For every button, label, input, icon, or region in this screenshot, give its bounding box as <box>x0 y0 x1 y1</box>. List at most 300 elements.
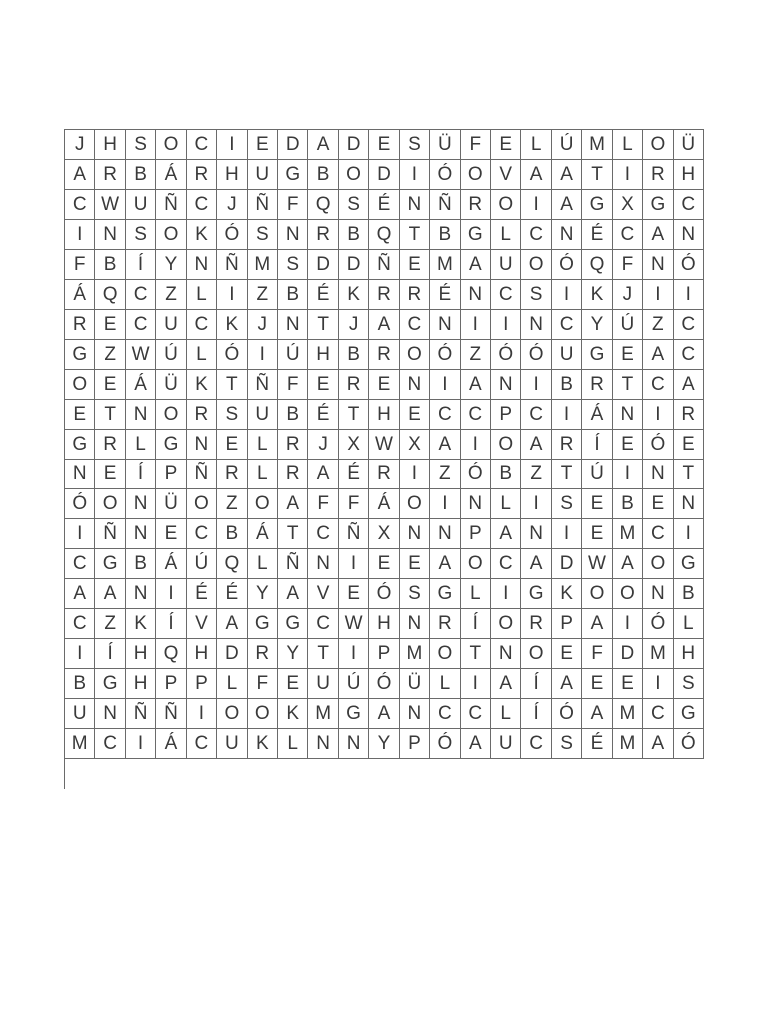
grid-cell: F <box>613 250 643 280</box>
grid-cell: I <box>674 519 704 549</box>
grid-cell: R <box>582 370 612 400</box>
grid-cell: I <box>430 370 460 400</box>
grid-cell: Ñ <box>369 250 399 280</box>
grid-cell: S <box>552 489 582 519</box>
grid-cell: C <box>552 310 582 340</box>
grid-cell: E <box>674 430 704 460</box>
grid-cell: E <box>369 370 399 400</box>
grid-cell: H <box>369 609 399 639</box>
grid-cell: Ó <box>430 729 460 759</box>
grid-cell: A <box>430 430 460 460</box>
grid-cell: N <box>95 220 125 250</box>
grid-cell: U <box>491 729 521 759</box>
grid-cell: Á <box>126 370 156 400</box>
grid-cell: G <box>65 430 95 460</box>
grid-cell: Á <box>248 519 278 549</box>
grid-cell: C <box>65 609 95 639</box>
grid-cell: A <box>521 160 551 190</box>
grid-cell: F <box>65 250 95 280</box>
grid-cell: G <box>582 340 612 370</box>
grid-cell: T <box>339 400 369 430</box>
grid-cell: I <box>643 280 673 310</box>
grid-cell: L <box>248 460 278 490</box>
grid-cell: Y <box>582 310 612 340</box>
grid-cell: Ü <box>156 370 186 400</box>
grid-cell: A <box>674 370 704 400</box>
grid-cell: F <box>248 669 278 699</box>
grid-cell: B <box>339 220 369 250</box>
grid-cell: N <box>643 250 673 280</box>
grid-cell: Ú <box>187 549 217 579</box>
grid-cell: C <box>65 190 95 220</box>
grid-cell: E <box>95 310 125 340</box>
grid-cell: A <box>582 699 612 729</box>
grid-cell: H <box>369 400 399 430</box>
grid-cell: L <box>613 130 643 160</box>
grid-cell: O <box>156 400 186 430</box>
grid-cell: R <box>339 370 369 400</box>
grid-cell: B <box>278 400 308 430</box>
grid-cell: I <box>187 699 217 729</box>
grid-cell: Ó <box>65 489 95 519</box>
grid-cell: T <box>308 639 338 669</box>
grid-cell: P <box>369 639 399 669</box>
grid-cell: I <box>491 579 521 609</box>
grid-cell: É <box>308 280 338 310</box>
grid-cell: I <box>521 370 551 400</box>
grid-cell: G <box>674 699 704 729</box>
grid-cell: Ó <box>674 729 704 759</box>
grid-cell: C <box>491 280 521 310</box>
grid-cell: I <box>552 400 582 430</box>
grid-cell: I <box>126 729 156 759</box>
grid-cell: N <box>674 220 704 250</box>
grid-cell: E <box>308 370 338 400</box>
grid-cell: M <box>65 729 95 759</box>
grid-cell: J <box>248 310 278 340</box>
grid-cell: C <box>65 549 95 579</box>
grid-cell: R <box>278 430 308 460</box>
grid-cell: B <box>126 160 156 190</box>
grid-cell: Ü <box>430 130 460 160</box>
grid-cell: Y <box>278 639 308 669</box>
grid-cell: A <box>430 549 460 579</box>
grid-cell: L <box>248 430 278 460</box>
grid-cell: O <box>156 220 186 250</box>
grid-cell: X <box>339 430 369 460</box>
grid-cell: D <box>339 130 369 160</box>
grid-cell: E <box>369 549 399 579</box>
grid-cell: Í <box>126 250 156 280</box>
grid-cell: G <box>521 579 551 609</box>
grid-cell: F <box>582 639 612 669</box>
grid-cell: C <box>430 699 460 729</box>
grid-cell: Ú <box>582 460 612 490</box>
grid-cell: K <box>187 370 217 400</box>
grid-cell: Í <box>126 460 156 490</box>
grid-cell: X <box>400 430 430 460</box>
grid-cell: Ü <box>156 489 186 519</box>
grid-cell: C <box>400 310 430 340</box>
grid-cell: G <box>461 220 491 250</box>
grid-cell: S <box>126 130 156 160</box>
grid-cell: U <box>156 310 186 340</box>
grid-cell: N <box>187 430 217 460</box>
grid-cell: S <box>674 669 704 699</box>
grid-cell: R <box>674 400 704 430</box>
grid-cell: Ñ <box>156 190 186 220</box>
grid-cell: C <box>187 729 217 759</box>
grid-cell: Ó <box>491 340 521 370</box>
grid-cell: H <box>187 639 217 669</box>
grid-cell: N <box>95 699 125 729</box>
grid-cell: N <box>400 190 430 220</box>
grid-cell: U <box>248 160 278 190</box>
grid-cell: É <box>308 400 338 430</box>
grid-cell: N <box>339 729 369 759</box>
grid-cell: L <box>491 220 521 250</box>
grid-cell: N <box>126 489 156 519</box>
grid-cell: U <box>248 400 278 430</box>
grid-cell: A <box>369 310 399 340</box>
grid-cell: M <box>613 699 643 729</box>
grid-cell: B <box>674 579 704 609</box>
grid-cell: C <box>643 699 673 729</box>
grid-cell: R <box>65 310 95 340</box>
grid-cell: M <box>582 130 612 160</box>
grid-cell: É <box>339 460 369 490</box>
grid-cell: O <box>248 489 278 519</box>
grid-cell: H <box>308 340 338 370</box>
grid-cell: R <box>187 160 217 190</box>
grid-cell: U <box>552 340 582 370</box>
grid-cell: A <box>65 160 95 190</box>
grid-cell: C <box>187 190 217 220</box>
grid-cell: A <box>552 669 582 699</box>
grid-cell: P <box>461 519 491 549</box>
grid-cell: U <box>491 250 521 280</box>
grid-cell: É <box>369 190 399 220</box>
grid-cell: O <box>491 430 521 460</box>
grid-cell: A <box>278 489 308 519</box>
grid-cell: E <box>552 639 582 669</box>
grid-cell: Ó <box>430 340 460 370</box>
grid-cell: I <box>674 280 704 310</box>
grid-cell: S <box>521 280 551 310</box>
grid-cell: E <box>582 489 612 519</box>
grid-cell: Z <box>156 280 186 310</box>
grid-cell: G <box>582 190 612 220</box>
grid-cell: Í <box>461 609 491 639</box>
grid-cell: K <box>248 729 278 759</box>
grid-cell: N <box>400 609 430 639</box>
grid-cell: Á <box>582 400 612 430</box>
grid-cell: I <box>613 460 643 490</box>
grid-cell: Z <box>95 340 125 370</box>
grid-cell: Ñ <box>278 549 308 579</box>
grid-cell: K <box>552 579 582 609</box>
grid-cell: A <box>461 729 491 759</box>
grid-cell: O <box>400 340 430 370</box>
grid-cell: O <box>491 190 521 220</box>
grid-cell: Y <box>369 729 399 759</box>
grid-cell: R <box>217 460 247 490</box>
grid-cell: Ñ <box>248 370 278 400</box>
grid-cell: S <box>126 220 156 250</box>
grid-cell: N <box>521 310 551 340</box>
grid-cell: N <box>643 460 673 490</box>
grid-cell: E <box>400 250 430 280</box>
grid-cell: O <box>217 699 247 729</box>
grid-cell: A <box>521 430 551 460</box>
grid-cell: Y <box>248 579 278 609</box>
grid-cell: V <box>187 609 217 639</box>
grid-cell: G <box>430 579 460 609</box>
grid-cell: M <box>400 639 430 669</box>
grid-cell: E <box>217 430 247 460</box>
grid-cell: J <box>65 130 95 160</box>
grid-cell: B <box>217 519 247 549</box>
grid-cell: C <box>674 310 704 340</box>
grid-cell: C <box>521 400 551 430</box>
grid-cell: O <box>95 489 125 519</box>
grid-cell: A <box>521 549 551 579</box>
grid-cell: O <box>643 130 673 160</box>
grid-cell: I <box>613 160 643 190</box>
grid-cell: T <box>95 400 125 430</box>
grid-cell: M <box>613 729 643 759</box>
grid-cell: H <box>217 160 247 190</box>
grid-cell: Ü <box>400 669 430 699</box>
grid-cell: Ó <box>521 340 551 370</box>
grid-cell: T <box>613 370 643 400</box>
grid-cell: O <box>400 489 430 519</box>
grid-cell: I <box>400 460 430 490</box>
grid-cell: R <box>95 160 125 190</box>
grid-cell: C <box>674 340 704 370</box>
grid-cell: L <box>278 729 308 759</box>
grid-cell: N <box>491 639 521 669</box>
grid-cell: Ó <box>643 430 673 460</box>
grid-cell: B <box>552 370 582 400</box>
grid-cell: G <box>95 669 125 699</box>
grid-cell: N <box>613 400 643 430</box>
grid-cell: C <box>126 310 156 340</box>
grid-cell: J <box>308 430 338 460</box>
grid-cell: W <box>95 190 125 220</box>
grid-cell: E <box>339 579 369 609</box>
grid-cell: H <box>126 639 156 669</box>
grid-cell: E <box>95 460 125 490</box>
grid-cell: C <box>521 729 551 759</box>
grid-cell: Q <box>369 220 399 250</box>
grid-cell: V <box>308 579 338 609</box>
grid-cell: J <box>217 190 247 220</box>
grid-cell: N <box>461 489 491 519</box>
grid-cell: R <box>187 400 217 430</box>
grid-cell: Ú <box>552 130 582 160</box>
grid-cell: Y <box>156 250 186 280</box>
grid-cell: I <box>461 310 491 340</box>
grid-cell: Ó <box>369 579 399 609</box>
grid-cell: P <box>491 400 521 430</box>
grid-cell: N <box>126 400 156 430</box>
grid-cell: H <box>674 639 704 669</box>
grid-cell: Z <box>430 460 460 490</box>
grid-cell: E <box>369 130 399 160</box>
grid-cell: Z <box>521 460 551 490</box>
grid-cell: A <box>491 519 521 549</box>
grid-cell: C <box>521 220 551 250</box>
grid-cell: Ó <box>643 609 673 639</box>
grid-cell: Ó <box>552 250 582 280</box>
grid-cell: R <box>308 220 338 250</box>
grid-cell: P <box>156 669 186 699</box>
grid-cell: I <box>339 639 369 669</box>
grid-cell: I <box>643 400 673 430</box>
grid-cell: M <box>430 250 460 280</box>
grid-cell: K <box>278 699 308 729</box>
grid-cell: O <box>430 639 460 669</box>
grid-cell: I <box>65 639 95 669</box>
grid-cell: R <box>521 609 551 639</box>
grid-cell: U <box>65 699 95 729</box>
grid-cell: I <box>552 519 582 549</box>
grid-cell: A <box>582 609 612 639</box>
grid-cell: O <box>521 639 551 669</box>
grid-cell: C <box>187 519 217 549</box>
grid-cell: P <box>400 729 430 759</box>
grid-cell: Ñ <box>126 699 156 729</box>
grid-cell: S <box>278 250 308 280</box>
grid-cell: N <box>430 519 460 549</box>
grid-cell: C <box>643 519 673 549</box>
grid-cell: Z <box>643 310 673 340</box>
grid-cell: S <box>400 579 430 609</box>
grid-cell: Á <box>156 160 186 190</box>
grid-cell: C <box>187 130 217 160</box>
grid-cell: A <box>552 160 582 190</box>
grid-cell: T <box>674 460 704 490</box>
grid-cell: U <box>308 669 338 699</box>
grid-cell: L <box>674 609 704 639</box>
grid-cell: L <box>491 489 521 519</box>
grid-cell: C <box>95 729 125 759</box>
grid-cell: O <box>491 609 521 639</box>
grid-cell: X <box>369 519 399 549</box>
grid-cell: D <box>308 250 338 280</box>
grid-cell: I <box>461 669 491 699</box>
grid-cell: N <box>674 489 704 519</box>
grid-cell: Ó <box>369 669 399 699</box>
grid-cell: Ñ <box>339 519 369 549</box>
grid-cell: I <box>217 280 247 310</box>
grid-cell: E <box>65 400 95 430</box>
grid-cell: C <box>187 310 217 340</box>
grid-cell: T <box>217 370 247 400</box>
grid-cell: A <box>643 340 673 370</box>
grid-cell: O <box>461 549 491 579</box>
grid-cell: L <box>430 669 460 699</box>
grid-cell: B <box>65 669 95 699</box>
grid-cell: O <box>461 160 491 190</box>
grid-cell: D <box>369 160 399 190</box>
grid-cell: Ó <box>217 220 247 250</box>
grid-cell: O <box>65 370 95 400</box>
grid-cell: Q <box>308 190 338 220</box>
grid-cell: Q <box>95 280 125 310</box>
grid-cell: R <box>248 639 278 669</box>
grid-cell: B <box>126 549 156 579</box>
grid-cell: Q <box>217 549 247 579</box>
grid-cell: G <box>643 190 673 220</box>
grid-cell: C <box>308 609 338 639</box>
grid-cell: B <box>308 160 338 190</box>
grid-cell: A <box>369 699 399 729</box>
grid-cell: S <box>339 190 369 220</box>
grid-cell: Ú <box>278 340 308 370</box>
grid-cell: A <box>308 130 338 160</box>
grid-cell: C <box>643 370 673 400</box>
grid-cell: S <box>400 130 430 160</box>
grid-cell: B <box>430 220 460 250</box>
grid-cell: E <box>582 519 612 549</box>
grid-cell: E <box>95 370 125 400</box>
grid-cell: A <box>278 579 308 609</box>
grid-cell: L <box>217 669 247 699</box>
grid-cell: L <box>187 340 217 370</box>
grid-cell: C <box>461 400 491 430</box>
grid-cell: Ó <box>552 699 582 729</box>
grid-cell: I <box>521 190 551 220</box>
grid-cell: Ñ <box>217 250 247 280</box>
grid-cell: Ñ <box>187 460 217 490</box>
grid-cell: N <box>126 579 156 609</box>
grid-cell: Z <box>217 489 247 519</box>
grid-cell: T <box>461 639 491 669</box>
word-search-grid <box>64 129 704 789</box>
grid-cell: Á <box>156 549 186 579</box>
grid-cell: B <box>278 280 308 310</box>
grid-cell: L <box>126 430 156 460</box>
grid-cell: I <box>156 579 186 609</box>
grid-cell: F <box>278 370 308 400</box>
grid-cell: Z <box>95 609 125 639</box>
grid-cell: B <box>613 489 643 519</box>
grid-cell: O <box>643 549 673 579</box>
grid-cell: Í <box>95 639 125 669</box>
grid-cell: C <box>674 190 704 220</box>
grid-cell: N <box>126 519 156 549</box>
grid-cell: N <box>552 220 582 250</box>
grid-cell: A <box>308 460 338 490</box>
grid-cell: A <box>552 190 582 220</box>
grid-cell: I <box>400 160 430 190</box>
grid-cell: I <box>491 310 521 340</box>
grid-cell: L <box>521 130 551 160</box>
grid-cell: I <box>613 609 643 639</box>
grid-cell: A <box>491 669 521 699</box>
grid-cell: N <box>278 220 308 250</box>
grid-cell: N <box>643 579 673 609</box>
grid-cell: Ú <box>156 340 186 370</box>
grid-cell: F <box>461 130 491 160</box>
grid-cell: É <box>187 579 217 609</box>
grid-cell: W <box>339 609 369 639</box>
grid-cell: A <box>461 370 491 400</box>
grid-cell: S <box>552 729 582 759</box>
grid-cell: K <box>126 609 156 639</box>
